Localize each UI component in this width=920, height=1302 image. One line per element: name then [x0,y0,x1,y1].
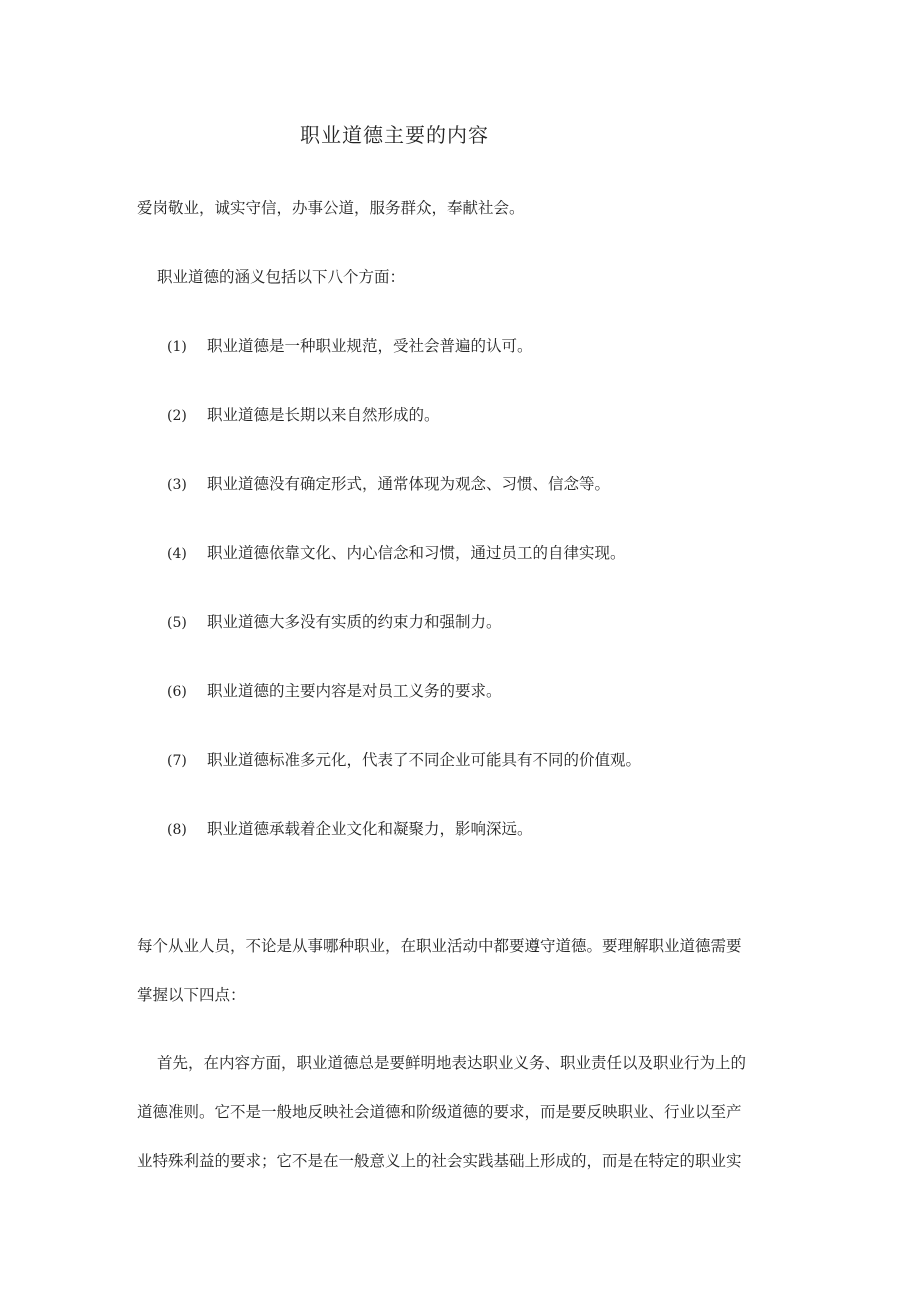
paragraph-2-line-3: 业特殊利益的要求；它不是在一般意义上的社会实践基础上形成的，而是在特定的职业实 [137,1152,742,1170]
list-item-5 [167,611,502,634]
paragraph-2-line-1: 首先，在内容方面，职业道德总是要鲜明地表达职业义务、职业责任以及职业行为上的 [157,1054,747,1072]
list-item-number: (7) [167,753,187,769]
list-item-text: 职业道德标准多元化，代表了不同企业可能具有不同的价值观。 [207,751,642,769]
list-item-number: (5) [167,615,187,631]
paragraph-2-line-2: 道德准则。它不是一般地反映社会道德和阶级道德的要求，而是要反映职业、行业以至产 [137,1103,742,1121]
list-item-4 [167,542,626,565]
list-item-text: 职业道德承载着企业文化和凝聚力，影响深远。 [207,820,533,838]
list-item-number: (3) [167,477,187,493]
paragraph-1-line-1: 每个从业人员，不论是从事哪种职业，在职业活动中都要遵守道德。要理解职业道德需要 [137,937,742,955]
list-item-number: (1) [167,339,187,355]
list-item-1 [167,335,533,358]
list-item-number: (6) [167,684,187,700]
list-item-8 [167,818,533,841]
list-item-3 [167,473,610,496]
list-item-text: 职业道德依靠文化、内心信念和习惯，通过员工的自律实现。 [207,544,626,562]
list-item-2 [167,404,440,427]
list-item-text: 职业道德的主要内容是对员工义务的要求。 [207,682,502,700]
list-item-number: (4) [167,546,187,562]
list-item-7 [167,749,641,772]
intro-line: 职业道德的涵义包括以下八个方面： [157,268,406,286]
list-item-text: 职业道德大多没有实质的约束力和强制力。 [207,613,502,631]
list-item-text: 职业道德没有确定形式，通常体现为观念、习惯、信念等。 [207,475,611,493]
list-item-number: (8) [167,822,187,838]
page-title: 职业道德主要的内容 [300,123,489,147]
list-item-text: 职业道德是一种职业规范，受社会普遍的认可。 [207,337,533,355]
summary-line: 爱岗敬业，诚实守信，办事公道，服务群众，奉献社会。 [137,199,525,217]
list-item-number: (2) [167,408,187,424]
paragraph-1-line-2: 掌握以下四点： [137,986,246,1004]
list-item-text: 职业道德是长期以来自然形成的。 [207,406,440,424]
list-item-6 [167,680,502,703]
